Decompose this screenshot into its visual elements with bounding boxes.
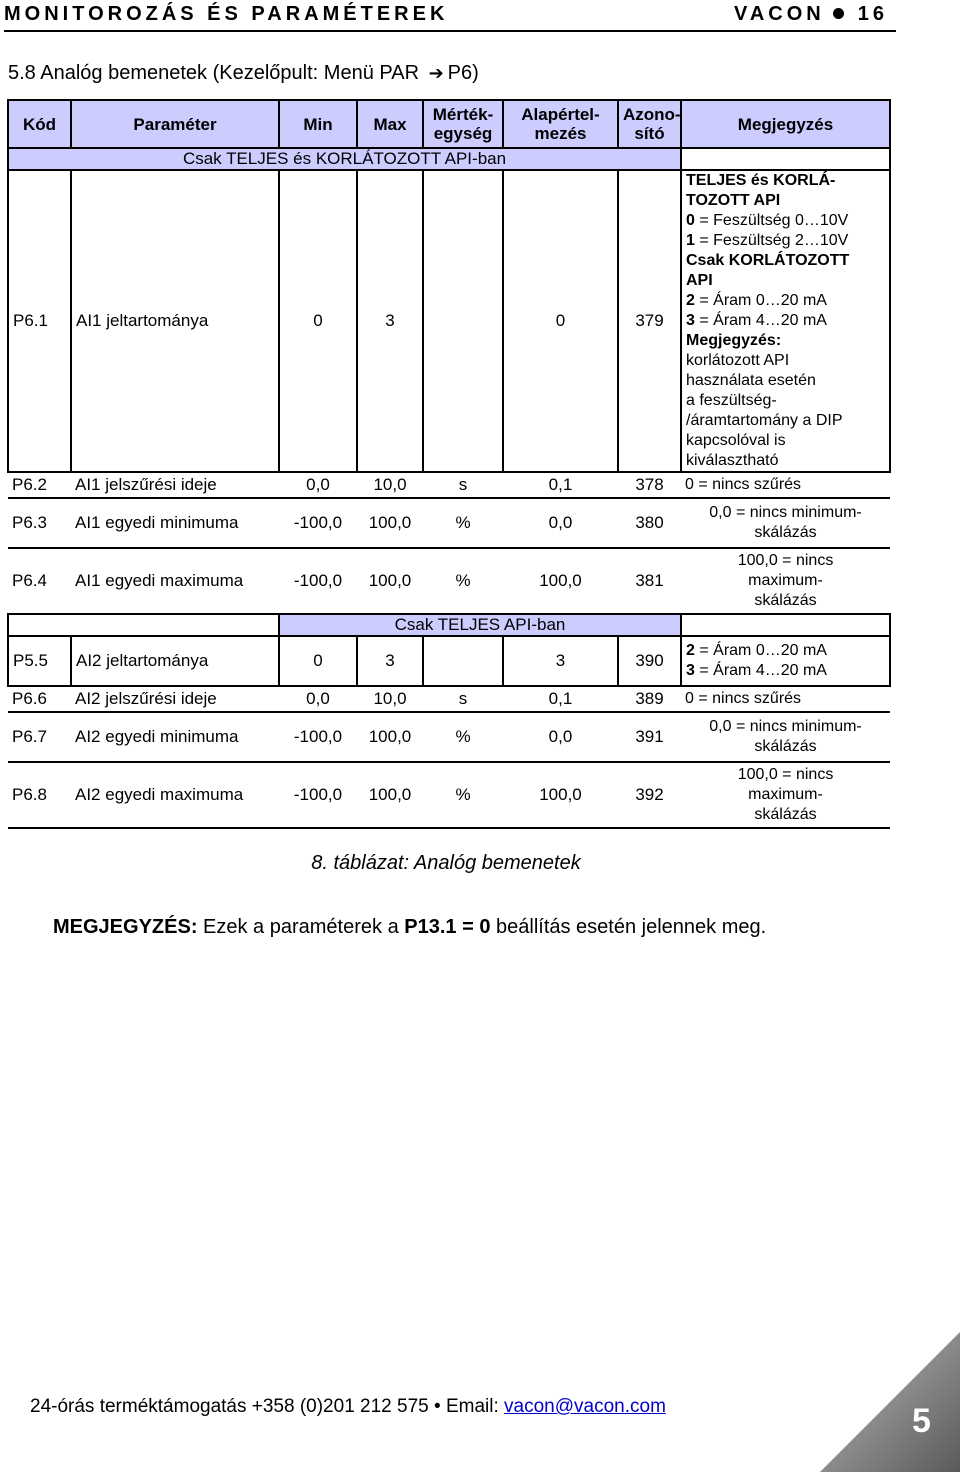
cell-min: -100,0	[279, 762, 357, 828]
cell-default: 100,0	[503, 762, 618, 828]
cell-code: P6.8	[8, 762, 71, 828]
cell-param: AI1 egyedi maximuma	[71, 548, 279, 614]
note-line: API	[686, 272, 713, 289]
cell-note	[681, 548, 890, 614]
note-line	[686, 291, 885, 311]
cell-id: 378	[618, 472, 681, 498]
section-title-post: P6)	[447, 62, 479, 84]
table-row	[8, 548, 890, 614]
note-line: Csak KORLÁTOZOTT	[686, 252, 850, 269]
table-row	[8, 686, 890, 712]
remark-text: Ezek a paraméterek a	[197, 916, 405, 938]
cell-id: 392	[618, 762, 681, 828]
cell-min: 0,0	[279, 472, 357, 498]
col-header-note: Megjegyzés	[681, 100, 890, 148]
cell-unit: %	[423, 498, 503, 548]
brand-name: VACON	[734, 3, 825, 25]
cell-min: 0	[279, 636, 357, 686]
note-line: maximum-	[748, 572, 823, 589]
col-header-default: Alapértel-mezés	[503, 100, 618, 148]
cell-param: AI1 egyedi minimuma	[71, 498, 279, 548]
page-footer	[30, 1396, 666, 1418]
note-line	[686, 641, 885, 661]
cell-id: 380	[618, 498, 681, 548]
cell-id: 381	[618, 548, 681, 614]
note-line: /áramtartomány a DIP	[686, 412, 843, 429]
subheader-row	[8, 614, 890, 636]
note-line: TOZOTT API	[686, 192, 781, 209]
note-key: 3	[686, 312, 695, 329]
cell-unit: s	[423, 686, 503, 712]
subheader-row	[8, 148, 890, 170]
cell-param: AI2 egyedi maximuma	[71, 762, 279, 828]
table-row	[8, 498, 890, 548]
cell-default: 0,1	[503, 686, 618, 712]
cell-unit	[423, 170, 503, 472]
remark-label: MEGJEGYZÉS:	[53, 916, 198, 938]
cell-max: 3	[357, 636, 423, 686]
cell-unit	[423, 636, 503, 686]
table-row	[8, 472, 890, 498]
page-corner-badge	[820, 1332, 960, 1472]
note-line	[686, 311, 885, 331]
note-line	[686, 231, 885, 251]
cell-note	[681, 636, 890, 686]
section-number: 5.8	[8, 62, 36, 84]
subheader-full-limited: Csak TELJES és KORLÁTOZOTT API-ban	[8, 148, 681, 170]
cell-max: 100,0	[357, 498, 423, 548]
cell-id: 391	[618, 712, 681, 762]
bullet-icon	[833, 8, 844, 19]
note-key: 2	[686, 292, 695, 309]
cell-default: 0,0	[503, 498, 618, 548]
note-line: 0,0 = nincs minimum-	[709, 504, 862, 521]
note-line: 100,0 = nincs	[737, 766, 834, 783]
cell-min: 0,0	[279, 686, 357, 712]
table-row	[8, 762, 890, 828]
cell-param: AI2 egyedi minimuma	[71, 712, 279, 762]
cell-note	[681, 498, 890, 548]
cell-min: -100,0	[279, 498, 357, 548]
section-title-pre: Analóg bemenetek (Kezelőpult: Menü PAR	[40, 62, 420, 84]
col-header-param: Paraméter	[71, 100, 279, 148]
note-line	[686, 661, 885, 681]
note-line: használata esetén	[686, 372, 816, 389]
note-line: 100,0 = nincs	[737, 552, 834, 569]
email-link[interactable]: vacon@vacon.com	[504, 1396, 666, 1417]
remark	[53, 916, 766, 939]
cell-note	[681, 712, 890, 762]
cell-code: P6.2	[8, 472, 71, 498]
note-text: = Áram 4…20 mA	[694, 662, 827, 679]
cell-min: 0	[279, 170, 357, 472]
cell-default: 0	[503, 170, 618, 472]
cell-unit: %	[423, 712, 503, 762]
note-text: = Áram 0…20 mA	[694, 292, 827, 309]
page-header	[4, 0, 896, 32]
cell-note: 0 = nincs szűrés	[681, 472, 890, 498]
note-line: Megjegyzés:	[686, 332, 782, 349]
cell-code: P6.6	[8, 686, 71, 712]
note-line: maximum-	[748, 786, 823, 803]
note-line: skálázás	[754, 738, 817, 755]
note-text: = Áram 4…20 mA	[694, 312, 827, 329]
note-line: kiválasztható	[686, 452, 779, 469]
page-number: 16	[857, 3, 888, 25]
cell-max: 3	[357, 170, 423, 472]
chapter-number: 5	[912, 1402, 931, 1440]
cell-default: 0,1	[503, 472, 618, 498]
col-header-max: Max	[357, 100, 423, 148]
cell-id: 390	[618, 636, 681, 686]
footer-email-label: Email:	[440, 1396, 505, 1417]
header-title: MONITOROZÁS ÉS PARAMÉTEREK	[4, 3, 449, 25]
cell-max: 100,0	[357, 548, 423, 614]
cell-note	[681, 170, 890, 472]
note-line: 0,0 = nincs minimum-	[709, 718, 862, 735]
table-row	[8, 712, 890, 762]
cell-max: 100,0	[357, 712, 423, 762]
note-line	[686, 211, 885, 231]
cell-min: -100,0	[279, 548, 357, 614]
col-header-unit: Mérték-egység	[423, 100, 503, 148]
cell-code: P6.1	[8, 170, 71, 472]
header-right	[734, 3, 888, 26]
note-line: TELJES és KORLÁ-	[686, 172, 836, 189]
note-text: = Feszültség 2…10V	[694, 232, 849, 249]
corner-triangle-icon	[820, 1332, 960, 1472]
cell-default: 0,0	[503, 712, 618, 762]
table-row	[8, 170, 890, 472]
cell-unit: %	[423, 762, 503, 828]
arrow-right-icon: ➔	[428, 63, 444, 83]
note-line: skálázás	[754, 592, 817, 609]
table-row	[8, 636, 890, 686]
note-line: a feszültség-	[686, 392, 777, 409]
note-key: 3	[686, 662, 695, 679]
col-header-id: Azono-sító	[618, 100, 681, 148]
note-key: 0	[686, 212, 695, 229]
note-line: skálázás	[754, 806, 817, 823]
cell-note: 0 = nincs szűrés	[681, 686, 890, 712]
note-text: = Feszültség 0…10V	[694, 212, 849, 229]
remark-param: P13.1 = 0	[404, 916, 491, 938]
note-line: korlátozott API	[686, 352, 790, 369]
remark-text-end: beállítás esetén jelennek meg.	[490, 916, 767, 938]
cell-unit: %	[423, 548, 503, 614]
section-title	[8, 62, 479, 85]
col-header-min: Min	[279, 100, 357, 148]
cell-default: 3	[503, 636, 618, 686]
cell-max: 10,0	[357, 472, 423, 498]
subheader-full-only: Csak TELJES API-ban	[279, 614, 681, 636]
cell-max: 100,0	[357, 762, 423, 828]
cell-code: P6.3	[8, 498, 71, 548]
footer-bullet: •	[434, 1396, 441, 1417]
note-text: = Áram 0…20 mA	[694, 642, 827, 659]
cell-id: 389	[618, 686, 681, 712]
cell-note	[681, 762, 890, 828]
cell-param: AI1 jeltartománya	[71, 170, 279, 472]
parameter-table	[7, 99, 891, 829]
cell-param: AI2 jelszűrési ideje	[71, 686, 279, 712]
note-line: kapcsolóval is	[686, 432, 786, 449]
note-line: skálázás	[754, 524, 817, 541]
cell-param: AI2 jeltartománya	[71, 636, 279, 686]
cell-default: 100,0	[503, 548, 618, 614]
cell-max: 10,0	[357, 686, 423, 712]
footer-support: 24-órás terméktámogatás +358 (0)201 212 575	[30, 1396, 435, 1417]
cell-unit: s	[423, 472, 503, 498]
cell-code: P5.5	[8, 636, 71, 686]
cell-code: P6.7	[8, 712, 71, 762]
note-key: 2	[686, 642, 695, 659]
cell-code: P6.4	[8, 548, 71, 614]
cell-id: 379	[618, 170, 681, 472]
note-key: 1	[686, 232, 695, 249]
col-header-code: Kód	[8, 100, 71, 148]
cell-min: -100,0	[279, 712, 357, 762]
cell-param: AI1 jelszűrési ideje	[71, 472, 279, 498]
table-caption: 8. táblázat: Analóg bemenetek	[311, 852, 581, 874]
